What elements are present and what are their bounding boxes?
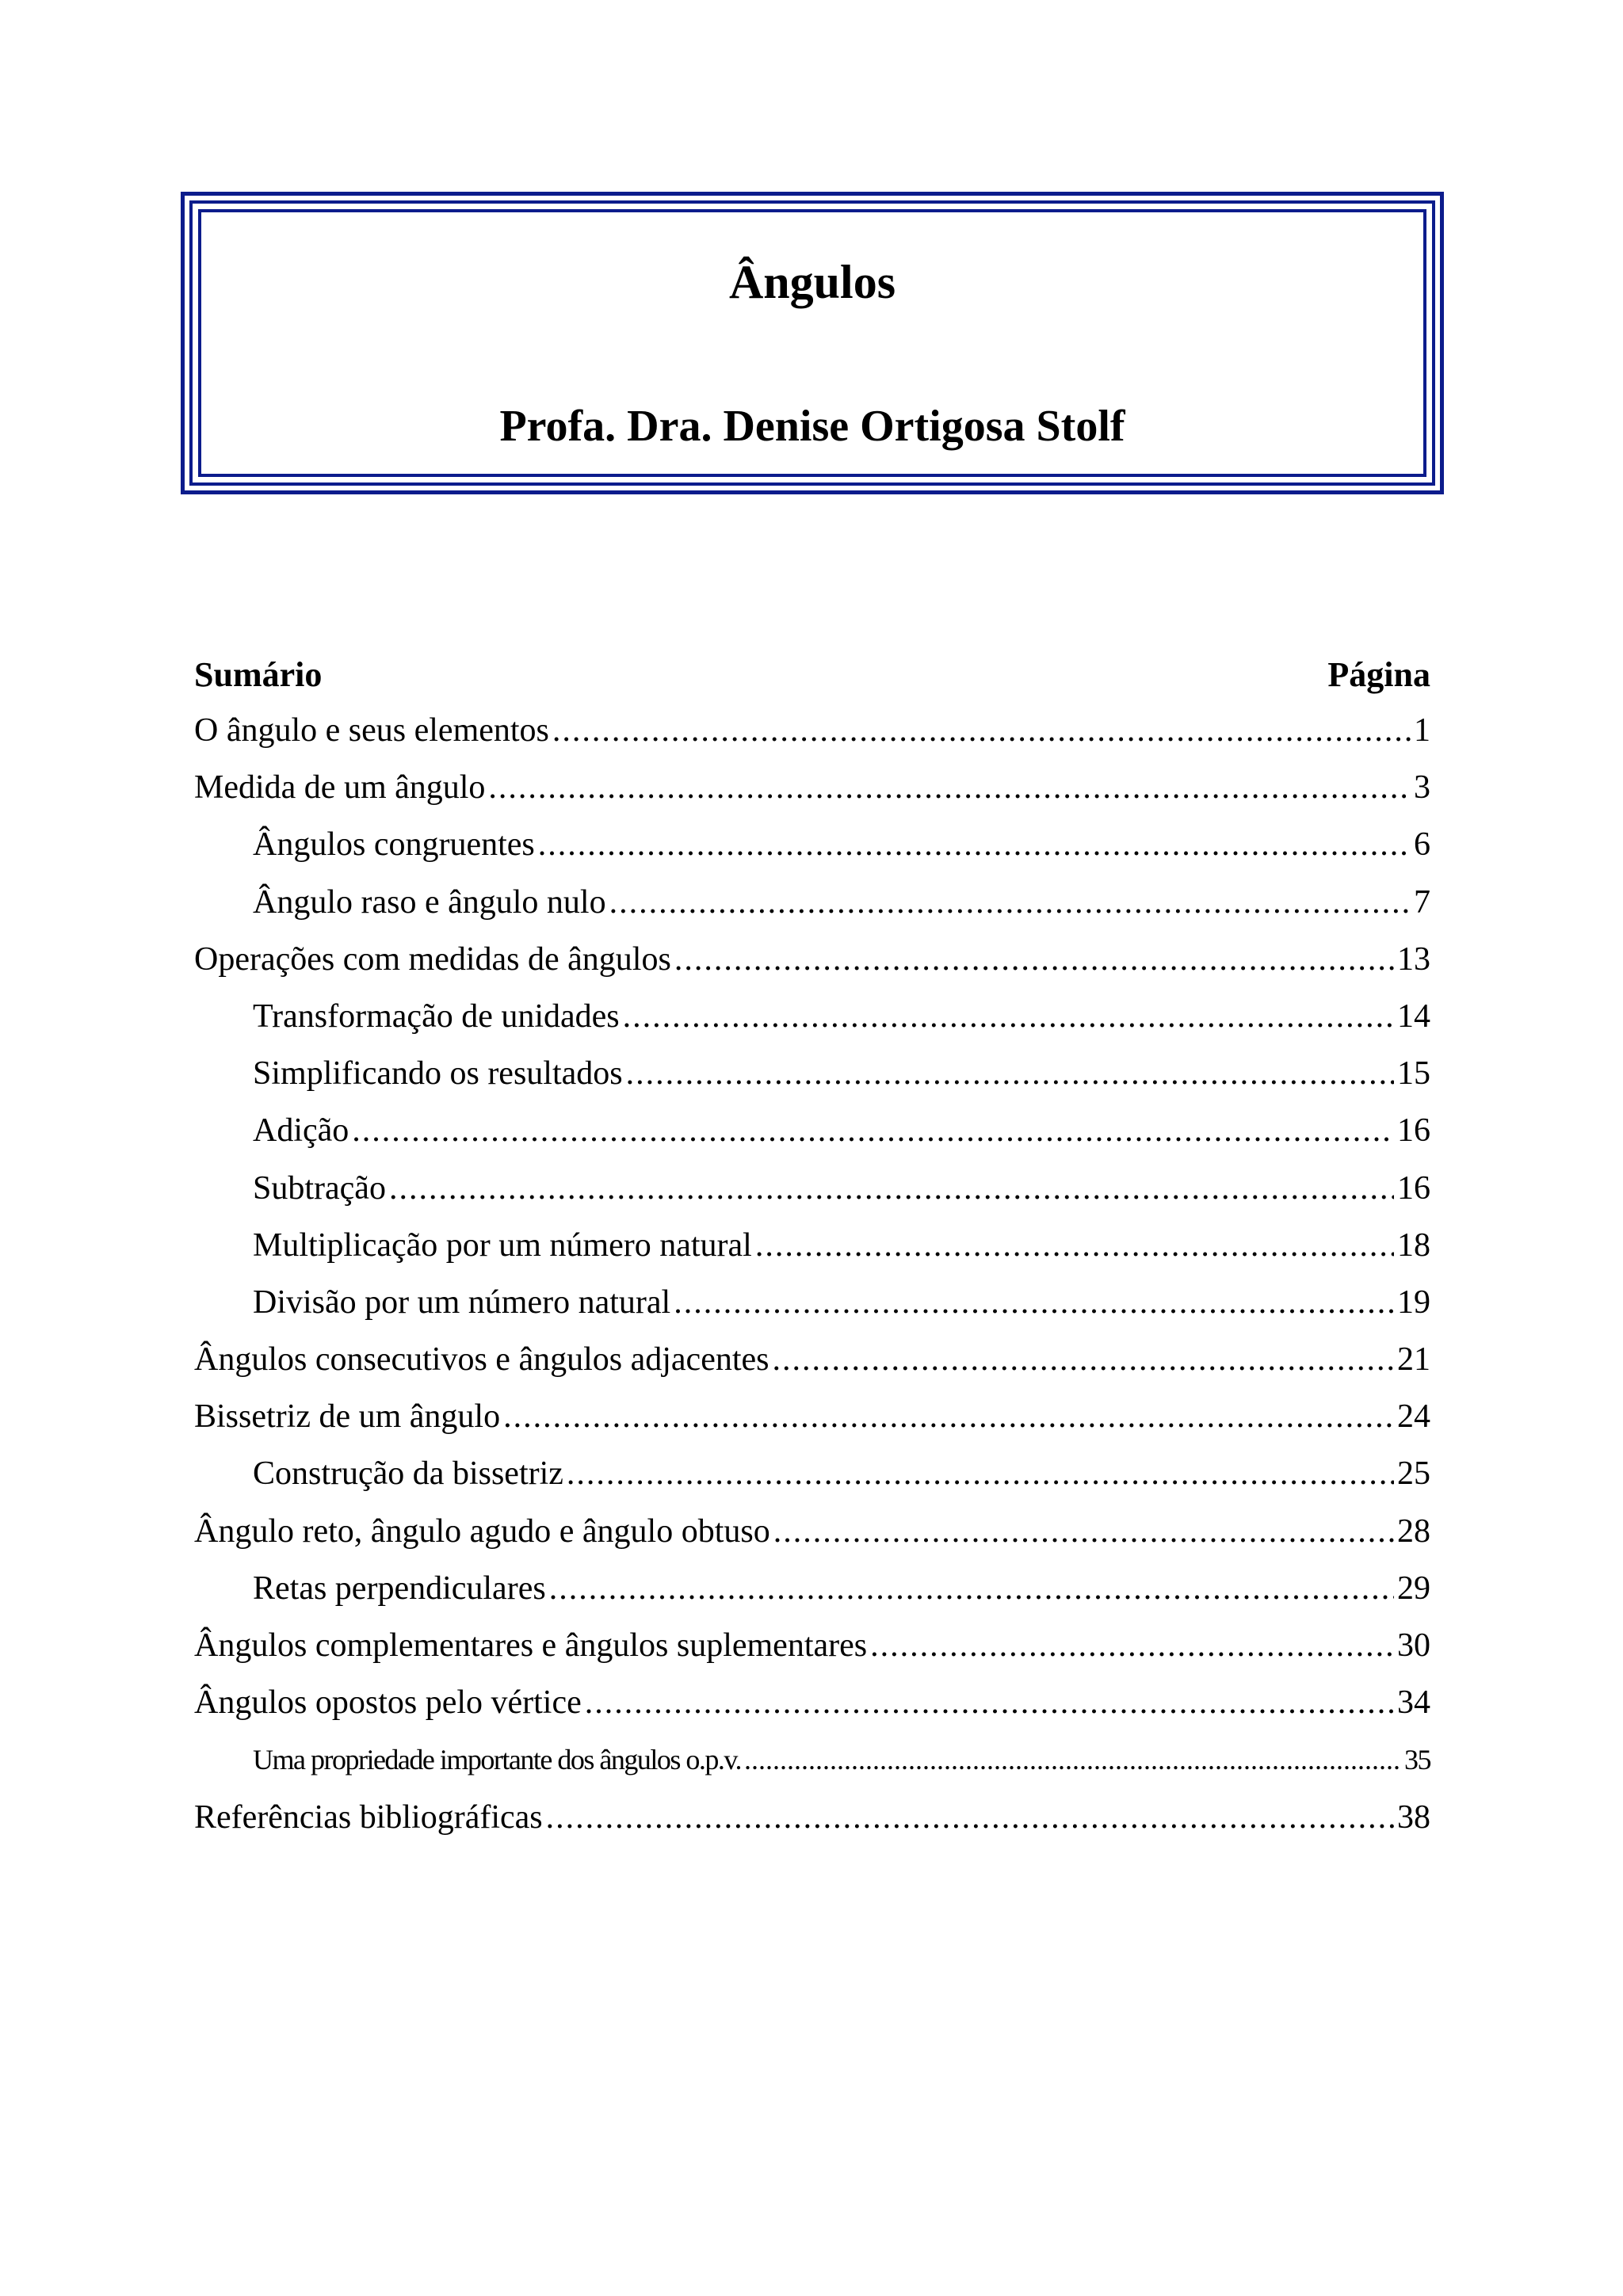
toc-entry-page: 14 xyxy=(1397,997,1430,1035)
toc-dot-leader xyxy=(772,1331,1394,1388)
toc-entry[interactable] xyxy=(194,1789,1430,1846)
toc-subentry[interactable] xyxy=(194,1274,1430,1331)
toc-entry-label: Uma propriedade importante dos ângulos o.p.v. xyxy=(253,1744,742,1776)
toc-entry-page: 16 xyxy=(1397,1112,1430,1150)
toc-entry-page: 6 xyxy=(1414,826,1430,864)
document-author: Profa. Dra. Denise Ortigosa Stolf xyxy=(499,402,1125,451)
toc-entry-label: Ângulo reto, ângulo agudo e ângulo obtuso xyxy=(194,1512,770,1550)
toc-dot-leader xyxy=(609,874,1411,931)
toc-header xyxy=(194,648,1430,702)
toc-entry-page: 24 xyxy=(1397,1398,1430,1436)
toc-entry-page: 15 xyxy=(1397,1055,1430,1093)
toc-dot-leader xyxy=(567,1445,1394,1502)
toc-subentry[interactable] xyxy=(194,1102,1430,1159)
toc-entry-label: Referências bibliográficas xyxy=(194,1798,543,1836)
toc-entry[interactable] xyxy=(194,759,1430,816)
toc-dot-leader xyxy=(585,1674,1394,1731)
toc-entry[interactable] xyxy=(194,931,1430,988)
toc-entry-label: Medida de um ângulo xyxy=(194,769,486,807)
title-frame-content xyxy=(198,209,1426,477)
toc-subentry[interactable] xyxy=(194,1217,1430,1274)
toc-dot-leader xyxy=(773,1503,1394,1560)
toc-dot-leader xyxy=(488,759,1411,816)
toc-dot-leader xyxy=(623,988,1394,1045)
toc-dot-leader xyxy=(626,1045,1394,1102)
toc-entry[interactable] xyxy=(194,1674,1430,1731)
toc-dot-leader xyxy=(674,931,1394,988)
toc-entry-page: 16 xyxy=(1397,1169,1430,1207)
toc-entry-label: O ângulo e seus elementos xyxy=(194,712,549,749)
toc-entry-page: 3 xyxy=(1414,769,1430,807)
toc-dot-leader xyxy=(538,816,1411,873)
toc-dot-leader xyxy=(870,1617,1394,1674)
toc-subentry[interactable] xyxy=(194,988,1430,1045)
toc-entry-label: Operações com medidas de ângulos xyxy=(194,940,671,978)
toc-dot-leader xyxy=(503,1388,1394,1445)
toc-entry-page: 35 xyxy=(1404,1744,1430,1776)
toc-entry-label: Multiplicação por um número natural xyxy=(253,1226,752,1264)
toc-subentry[interactable] xyxy=(194,1160,1430,1217)
toc-entry-page: 30 xyxy=(1397,1627,1430,1664)
toc-entry-label: Transformação de unidades xyxy=(253,997,620,1035)
title-frame xyxy=(181,192,1444,494)
toc-entry-page: 28 xyxy=(1397,1512,1430,1550)
toc-entry-page: 18 xyxy=(1397,1226,1430,1264)
toc-subentry[interactable] xyxy=(194,816,1430,873)
toc-dot-leader xyxy=(755,1217,1394,1274)
toc-entry-page: 29 xyxy=(1397,1569,1430,1607)
toc-page-heading: Página xyxy=(1327,655,1430,694)
toc-entry-page: 13 xyxy=(1397,940,1430,978)
toc-dot-leader xyxy=(389,1160,1394,1217)
toc-dot-leader xyxy=(546,1789,1394,1846)
toc-entry-label: Divisão por um número natural xyxy=(253,1283,671,1321)
toc-entry-page: 38 xyxy=(1397,1798,1430,1836)
toc-subentry[interactable] xyxy=(194,1560,1430,1617)
toc-entry[interactable] xyxy=(194,1503,1430,1560)
toc-entry-label: Simplificando os resultados xyxy=(253,1055,623,1093)
document-title: Ângulos xyxy=(728,256,896,308)
toc-subentry[interactable] xyxy=(194,874,1430,931)
toc-entry-page: 7 xyxy=(1414,883,1430,921)
toc-entry-label: Ângulos consecutivos e ângulos adjacentes xyxy=(194,1341,769,1379)
toc-entry[interactable] xyxy=(194,1388,1430,1445)
toc-dot-leader xyxy=(549,1560,1394,1617)
toc-subentry[interactable] xyxy=(194,1445,1430,1502)
toc-dot-leader xyxy=(352,1102,1394,1159)
toc-entry-page: 25 xyxy=(1397,1455,1430,1493)
toc-entry-page: 21 xyxy=(1397,1341,1430,1379)
toc-subentry[interactable] xyxy=(194,1045,1430,1102)
toc-entry-page: 34 xyxy=(1397,1684,1430,1722)
toc-entry-label: Retas perpendiculares xyxy=(253,1569,546,1607)
toc-entry-label: Ângulos complementares e ângulos suplementares xyxy=(194,1627,868,1664)
toc-entry-label: Subtração xyxy=(253,1169,386,1207)
table-of-contents xyxy=(194,648,1430,1846)
toc-heading: Sumário xyxy=(194,655,323,694)
title-frame-inner-border xyxy=(189,200,1435,486)
toc-dot-leader xyxy=(744,1731,1401,1788)
toc-entry-label: Bissetriz de um ângulo xyxy=(194,1398,501,1436)
toc-entry-label: Adição xyxy=(253,1112,349,1150)
toc-entry-page: 1 xyxy=(1414,712,1430,749)
toc-dot-leader xyxy=(674,1274,1394,1331)
toc-entry-label: Ângulos congruentes xyxy=(253,826,535,864)
toc-entry-page: 19 xyxy=(1397,1283,1430,1321)
toc-entry[interactable] xyxy=(194,1617,1430,1674)
toc-entry-label: Ângulos opostos pelo vértice xyxy=(194,1684,582,1722)
toc-entry[interactable] xyxy=(194,1331,1430,1388)
toc-entry[interactable] xyxy=(194,702,1430,759)
toc-dot-leader xyxy=(552,702,1411,759)
toc-entry-label: Ângulo raso e ângulo nulo xyxy=(253,883,606,921)
toc-entry-label: Construção da bissetriz xyxy=(253,1455,563,1493)
toc-subentry[interactable] xyxy=(194,1731,1430,1788)
